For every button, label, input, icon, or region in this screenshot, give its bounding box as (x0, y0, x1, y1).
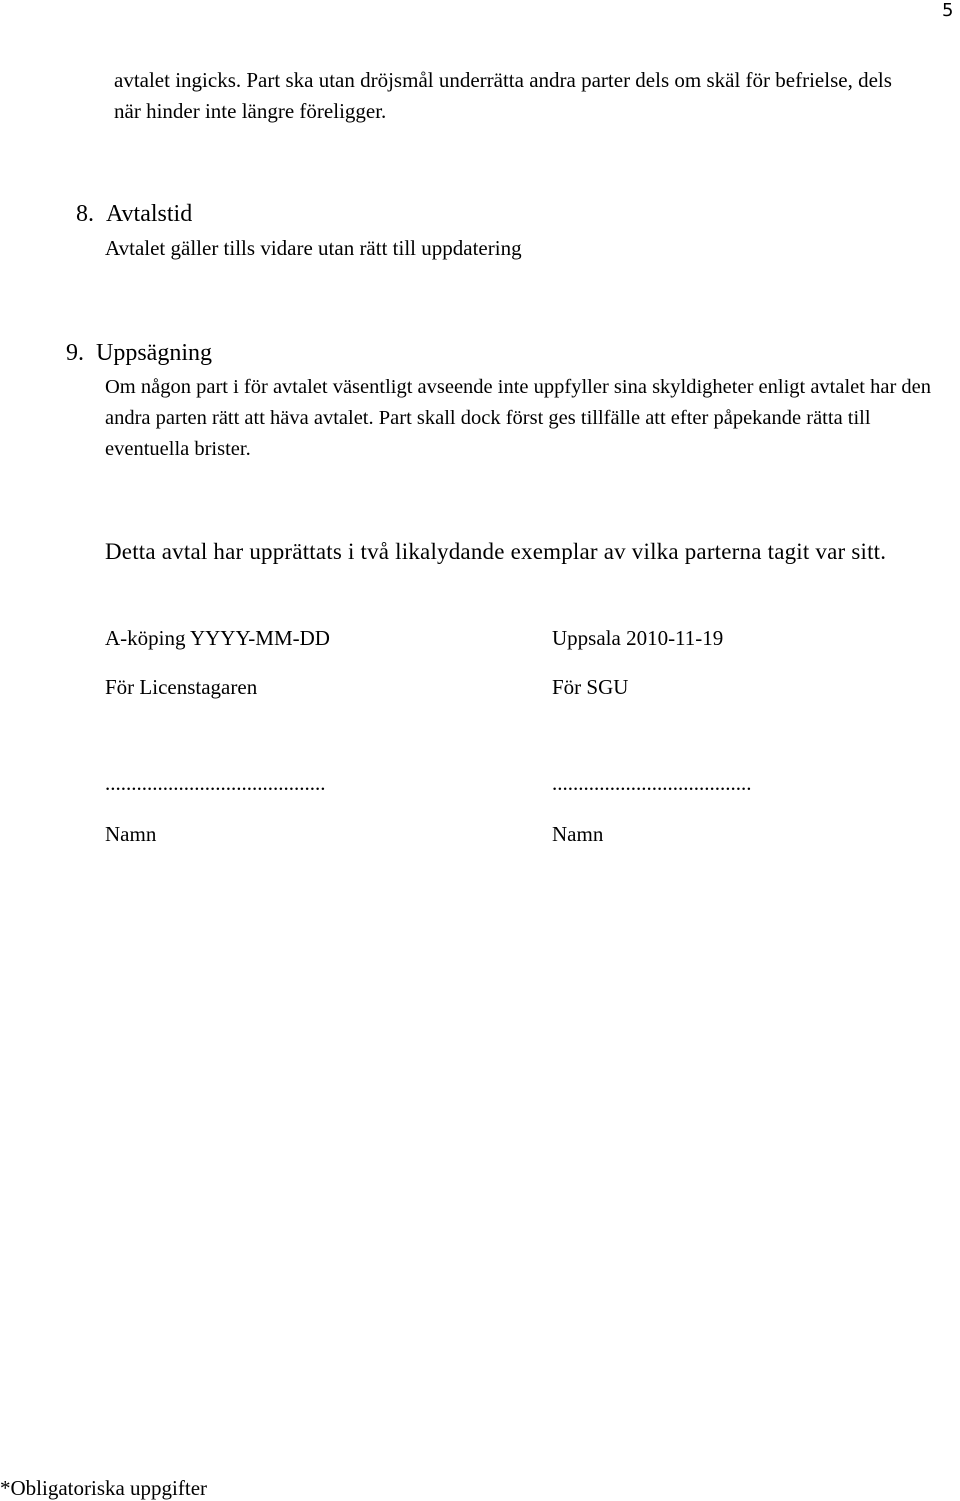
left-signature-line: .......................................... (105, 771, 326, 795)
closing-statement: Detta avtal har upprättats i två likalydande exemplar av vilka parterna tagit var sitt. (105, 539, 887, 564)
left-place-date: A-köping YYYY-MM-DD (105, 626, 330, 650)
left-party-label: För Licenstagaren (105, 675, 258, 699)
right-party-label: För SGU (552, 675, 629, 699)
footnote: *Obligatoriska uppgifter (0, 1476, 208, 1500)
page-number: 5 (942, 0, 954, 21)
section-9-heading (66, 338, 212, 368)
section-8-body: Avtalet gäller tills vidare utan rätt till uppdatering (105, 236, 522, 260)
intro-paragraph: avtalet ingicks. Part ska utan dröjsmål underrätta andra parter dels om skäl för befrielse, dels när hinder inte längre föreligger. (114, 68, 892, 123)
right-name-label: Namn (552, 822, 604, 846)
left-name-label: Namn (105, 822, 157, 846)
section-9-number: 9. (66, 340, 84, 366)
section-8-title: Avtalstid (106, 201, 193, 227)
right-place-date: Uppsala 2010-11-19 (552, 626, 724, 650)
section-9-title: Uppsägning (96, 340, 212, 366)
section-9-body: Om någon part i för avtalet väsentligt avseende inte uppfyller sina skyldigheter enligt avtalet har den andra parten rätt att häva avtalet. Part skall dock först ges tillfälle att efter påpekande rätta till eventuella brister. (105, 376, 931, 460)
section-8-number: 8. (76, 201, 94, 227)
section-8-heading (76, 199, 192, 229)
right-signature-line: ...................................... (552, 771, 752, 795)
